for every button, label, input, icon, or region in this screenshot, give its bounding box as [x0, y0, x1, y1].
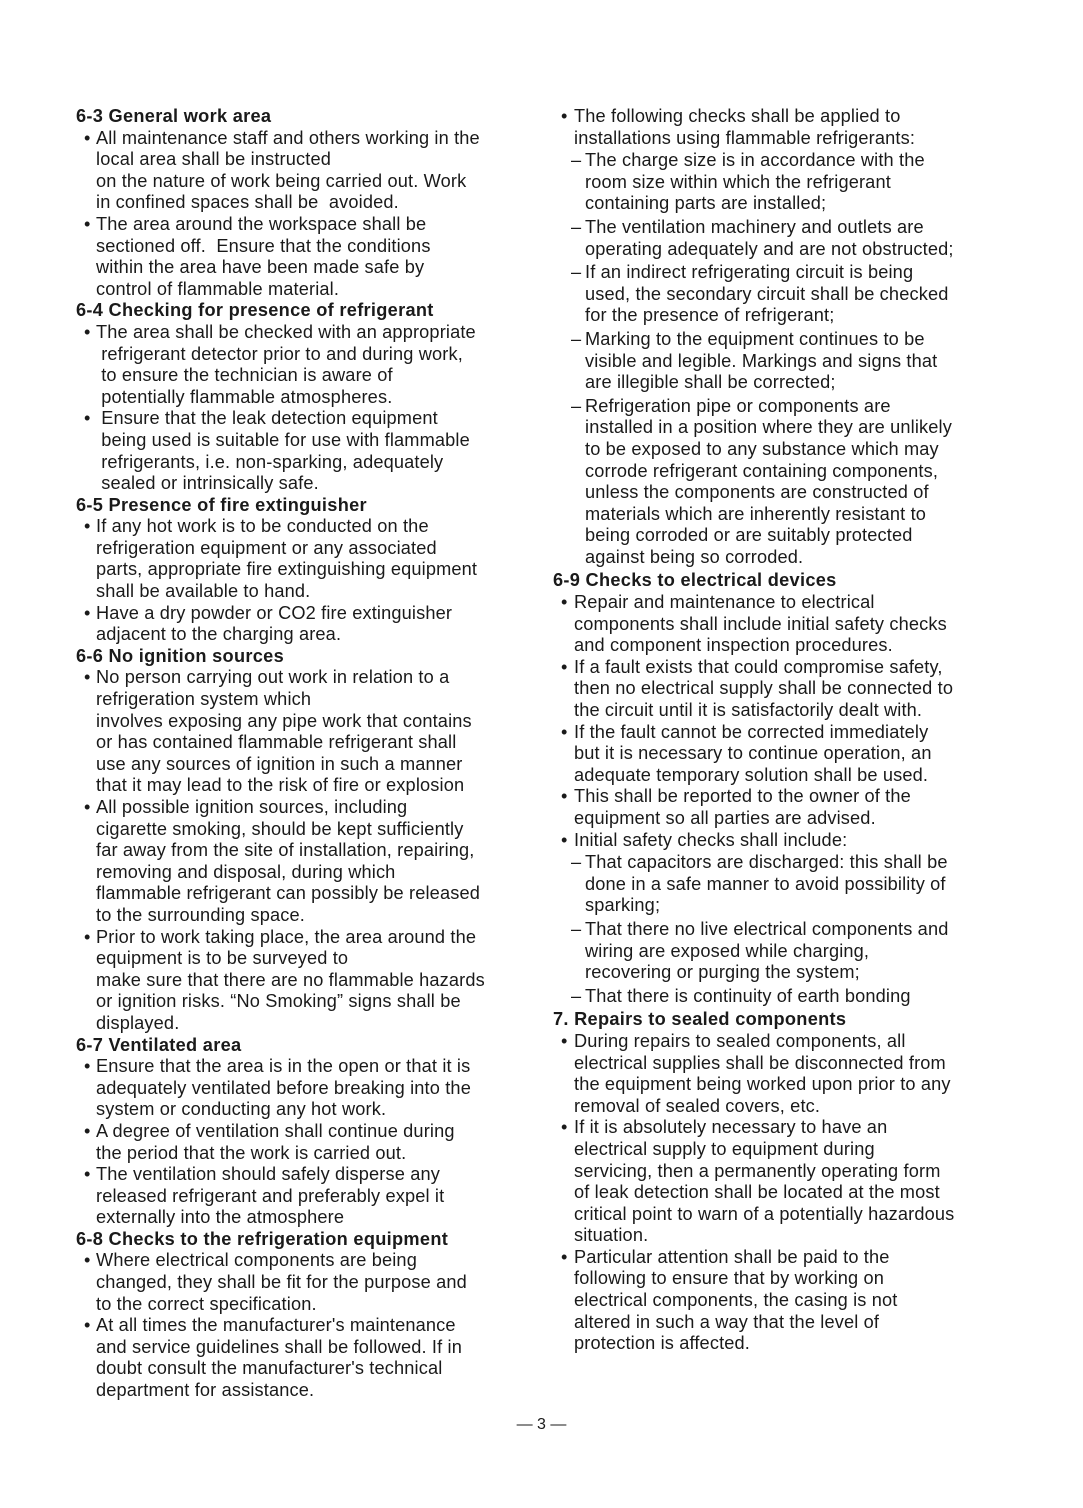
bullet-item: • If the fault cannot be corrected immediately but it is necessary to continue operation, an adequate temporary solution shall be used.: [553, 722, 1033, 787]
bullet-item: • The following checks shall be applied to installations using flammable refrigerants:: [553, 106, 1033, 149]
section-heading: 6-7 Ventilated area: [76, 1034, 242, 1055]
bullet-item: • If a fault exists that could compromise safety, then no electrical supply shall be connected to the circuit until it is satisfactorily dealt with.: [553, 657, 1033, 722]
page-number: — 3 —: [516, 1416, 567, 1433]
left-column: [76, 106, 546, 1402]
section-heading: 6-3 General work area: [76, 106, 272, 126]
bullet-item: • Ensure that the leak detection equipment being used is suitable for use with flammable refrigerants, i.e. non-sparking, adequately sealed or intrinsically safe.: [76, 408, 546, 494]
bullet-item: • Particular attention shall be paid to the following to ensure that by working on electrical components, the casing is not altered in such a way that the level of protection is affected.: [553, 1247, 1033, 1355]
bullet-item: • During repairs to sealed components, all electrical supplies shall be disconnected from the equipment being worked upon prior to any removal of sealed covers, etc.: [553, 1031, 1033, 1117]
dash-item: – Refrigeration pipe or components are installed in a position where they are unlikely to be exposed to any substance which may corrode refrigerant containing components, unless the components are constructed of materials which are inherently resistant to being corroded or are suitably protected against being so corroded.: [553, 396, 1033, 569]
bullet-item: • All possible ignition sources, including cigarette smoking, should be kept sufficiently far away from the site of installation, repairing, removing and disposal, during which flammable refrigerant can possibly be released to the surrounding space.: [76, 797, 546, 927]
bullet-item: • Have a dry powder or CO2 fire extinguisher adjacent to the charging area.: [76, 603, 546, 646]
dash-item: – That there is continuity of earth bonding: [553, 986, 1033, 1008]
dash-item: – That capacitors are discharged: this shall be done in a safe manner to avoid possibility of sparking;: [553, 852, 1033, 917]
section-heading: 6-9 Checks to electrical devices: [553, 570, 837, 591]
dash-item: – That there no live electrical components and wiring are exposed while charging, recovering or purging the system;: [553, 919, 1033, 984]
dash-item: – The ventilation machinery and outlets are operating adequately and are not obstructed;: [553, 217, 1033, 260]
bullet-item: • Prior to work taking place, the area around the equipment is to be surveyed to make sure that there are no flammable hazards or ignition risks. “No Smoking” signs shall be displayed.: [76, 927, 546, 1035]
dash-item: – If an indirect refrigerating circuit is being used, the secondary circuit shall be checked for the presence of refrigerant;: [553, 262, 1033, 327]
bullet-item: • If it is absolutely necessary to have an electrical supply to equipment during servicing, then a permanently operating form of leak detection shall be located at the most critical point to warn of a potentially hazardous situation.: [553, 1117, 1033, 1247]
bullet-item: • The ventilation should safely disperse any released refrigerant and preferably expel it externally into the atmosphere: [76, 1164, 546, 1229]
dash-item: – Marking to the equipment continues to be visible and legible. Markings and signs that are illegible shall be corrected;: [553, 329, 1033, 394]
section-heading: 7. Repairs to sealed components: [553, 1009, 847, 1030]
section-heading: 6-6 No ignition sources: [76, 645, 285, 666]
section-heading: 6-8 Checks to the refrigeration equipment: [76, 1228, 449, 1249]
bullet-item: • The area shall be checked with an appropriate refrigerant detector prior to and during work, to ensure the technician is aware of potentially flammable atmospheres.: [76, 322, 546, 408]
bullet-item: • A degree of ventilation shall continue during the period that the work is carried out.: [76, 1121, 546, 1164]
bullet-item: • This shall be reported to the owner of the equipment so all parties are advised.: [553, 786, 1033, 829]
bullet-item: • All maintenance staff and others working in the local area shall be instructed on the nature of work being carried out. Work in confined spaces shall be avoided.: [76, 128, 546, 214]
bullet-item: • The area around the workspace shall be sectioned off. Ensure that the conditions within the area have been made safe by control of flammable material.: [76, 214, 546, 300]
bullet-item: • Initial safety checks shall include:: [553, 830, 1033, 852]
bullet-item: • Where electrical components are being changed, they shall be fit for the purpose and to the correct specification.: [76, 1250, 546, 1315]
bullet-item: • Ensure that the area is in the open or that it is adequately ventilated before breaking into the system or conducting any hot work.: [76, 1056, 546, 1121]
section-heading: 6-5 Presence of fire extinguisher: [76, 494, 367, 515]
dash-item: – The charge size is in accordance with the room size within which the refrigerant containing parts are installed;: [553, 150, 1033, 215]
bullet-item: • If any hot work is to be conducted on the refrigeration equipment or any associated parts, appropriate fire extinguishing equipment shall be available to hand.: [76, 516, 546, 602]
bullet-item: • Repair and maintenance to electrical components shall include initial safety checks and component inspection procedures.: [553, 592, 1033, 657]
section-heading: 6-4 Checking for presence of refrigerant: [76, 300, 434, 321]
bullet-item: • At all times the manufacturer's maintenance and service guidelines shall be followed. If in doubt consult the manufacturer's technical department for assistance.: [76, 1315, 546, 1401]
right-column: [553, 106, 1033, 1355]
bullet-item: • No person carrying out work in relation to a refrigeration system which involves exposing any pipe work that contains or has contained flammable refrigerant shall use any sources of ignition in such a manner that it may lead to the risk of fire or explosion: [76, 667, 546, 797]
